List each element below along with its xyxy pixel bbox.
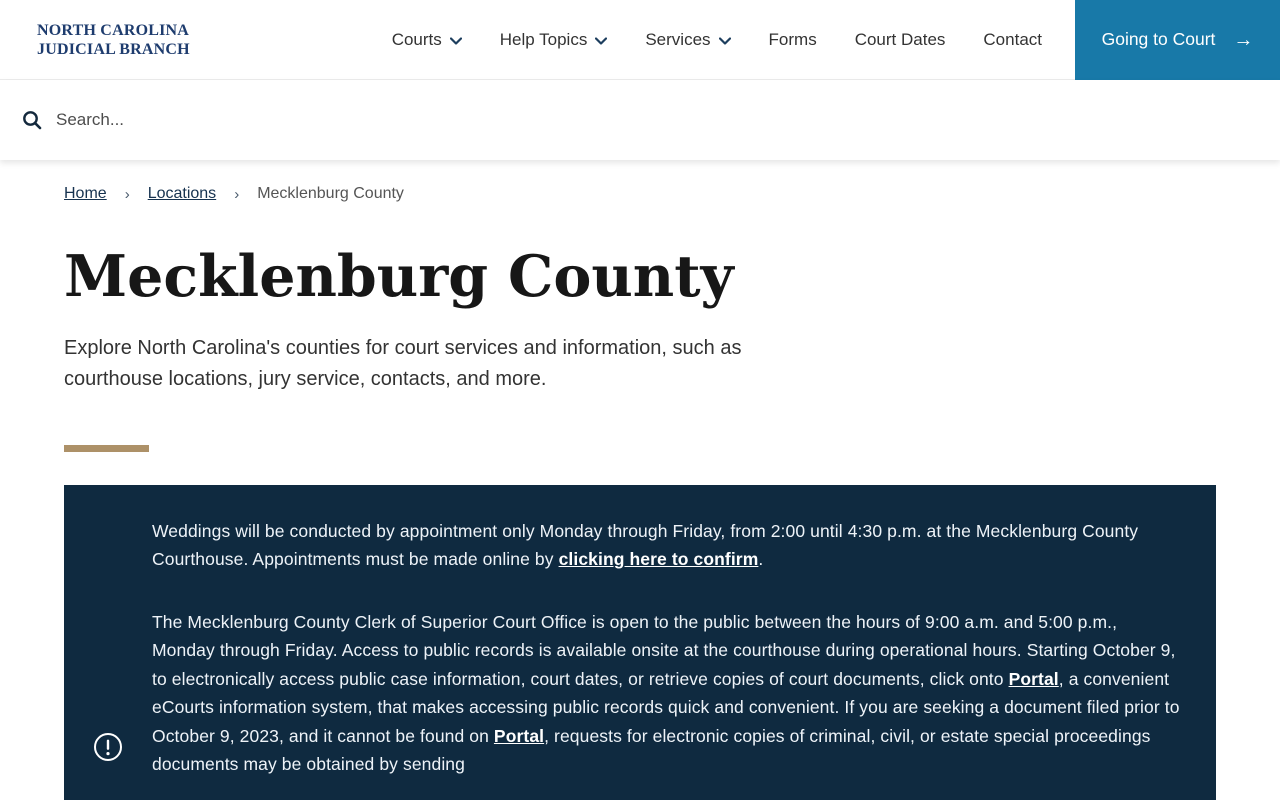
alert-banner — [64, 485, 1216, 800]
nav-courts[interactable] — [392, 30, 462, 50]
alert-body — [152, 517, 1180, 779]
page-subtitle: Explore North Carolina's counties for court services and information, such as courthouse locations, jury service, contacts, and more. — [64, 336, 742, 390]
alert-paragraph-weddings — [152, 517, 1180, 574]
alert-text: Weddings will be conducted by appointment only Monday through Friday, from 2:00 until 4:30 p.m. at the Mecklenburg County Courthouse. Appointments must be made online by — [152, 520, 1139, 570]
nav-contact[interactable] — [983, 30, 1042, 50]
page-title: Mecklenburg County — [64, 243, 734, 310]
chevron-down-icon — [450, 37, 462, 45]
nav-forms-label: Forms — [768, 29, 817, 49]
breadcrumb-locations[interactable]: Locations — [147, 185, 217, 202]
breadcrumb — [64, 185, 1216, 203]
alert-text: , a convenient eCourts information system, that makes accessing public records quick and convenient. If you are seeking a document filed prior to October 9, 2023, and it cannot be found on — [152, 668, 1180, 746]
nav-forms[interactable] — [769, 30, 817, 50]
nav-help-topics[interactable] — [500, 30, 608, 50]
nav-court-dates[interactable] — [855, 30, 946, 50]
alert-text: . — [758, 549, 764, 570]
site-header — [0, 0, 1280, 80]
chevron-down-icon — [595, 37, 607, 45]
alert-text: The Mecklenburg County Clerk of Superior Court Office is open to the public between the hours of 9:00 a.m. and 5:00 p.m., Monday through Friday. Access to public records is available onsite at the courthouse during operational hours. Starting October 9, to electronically access public case information, court dates, or retrieve copies of court documents, click onto — [152, 611, 1176, 689]
nav-courts-label: Courts — [391, 29, 442, 49]
main-nav — [392, 30, 1042, 50]
logo-line-2: JUDICIAL BRANCH — [37, 40, 190, 58]
info-icon — [93, 732, 123, 767]
breadcrumb-current: Mecklenburg County — [257, 185, 404, 202]
main-content — [0, 185, 1280, 800]
nav-services[interactable] — [645, 30, 730, 50]
alert-text: , requests for electronic copies of criminal, civil, or estate special proceedings documents may be obtained by sending — [152, 725, 1151, 775]
nav-help-topics-label: Help Topics — [499, 29, 588, 49]
nav-court-dates-label: Court Dates — [854, 29, 946, 49]
site-logo[interactable] — [37, 21, 190, 59]
going-to-court-label: Going to Court — [1101, 29, 1216, 49]
breadcrumb-separator: › — [124, 185, 130, 203]
alert-paragraph-clerk-office — [152, 608, 1180, 779]
nav-services-label: Services — [645, 29, 711, 49]
gold-divider — [64, 445, 149, 452]
logo-line-1: NORTH CAROLINA — [37, 21, 190, 39]
search-bar — [0, 80, 1280, 160]
breadcrumb-home[interactable]: Home — [64, 185, 107, 202]
arrow-right-icon: → — [1233, 28, 1254, 51]
breadcrumb-separator: › — [234, 185, 240, 203]
nav-contact-label: Contact — [983, 29, 1042, 49]
search-input[interactable] — [56, 110, 1280, 130]
search-icon[interactable] — [22, 110, 42, 130]
clicking-here-to-confirm-link[interactable]: clicking here to confirm — [558, 549, 759, 570]
portal-link[interactable]: Portal — [1008, 668, 1059, 689]
chevron-down-icon — [719, 37, 731, 45]
magnifier-glyph — [22, 110, 42, 130]
portal-link[interactable]: Portal — [493, 725, 545, 746]
going-to-court-button[interactable] — [1075, 0, 1280, 80]
